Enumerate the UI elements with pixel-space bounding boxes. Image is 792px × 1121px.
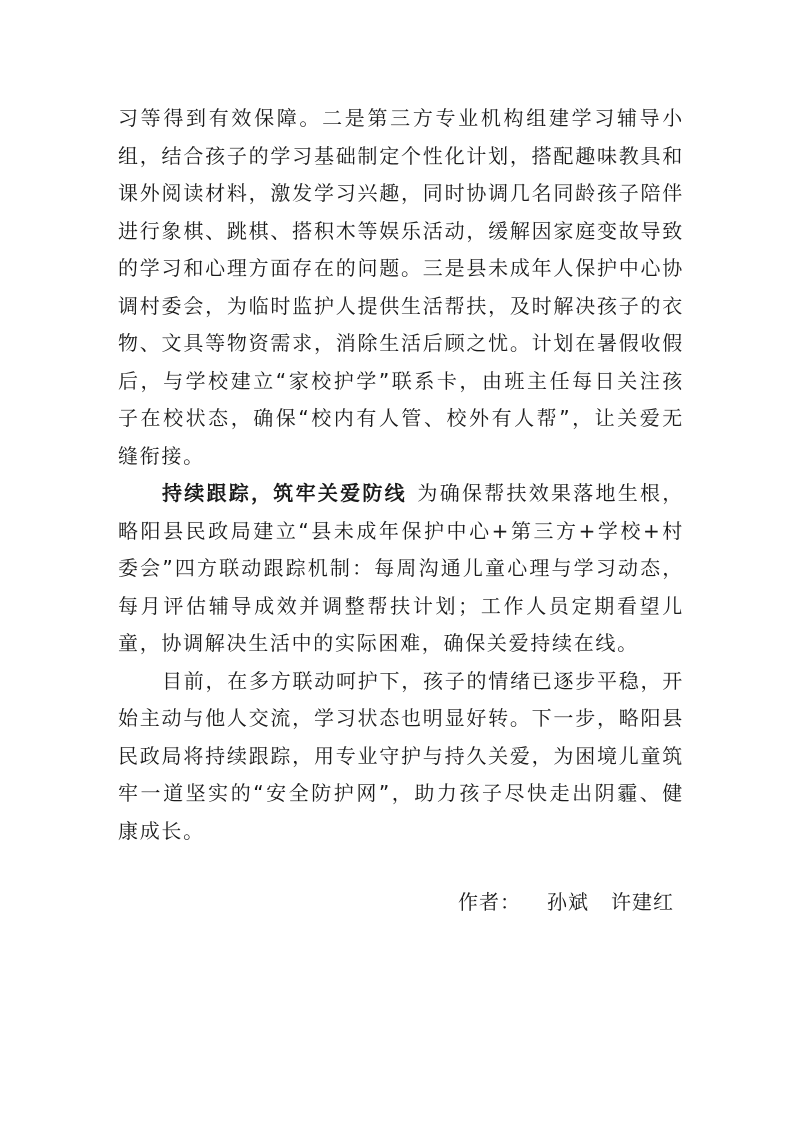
section-heading: 持续跟踪，筑牢关爱防线	[162, 481, 407, 505]
author-name-2: 许建红	[611, 890, 674, 914]
paragraph-1-text: 习等得到有效保障。二是第三方专业机构组建学习辅导小组，结合孩子的学习基础制定个性化计划，搭配趣味教具和课外阅读材料，激发学习兴趣，同时协调几名同龄孩子陪伴进行象棋、跳棋、搭积木等娱乐活动，缓解因家庭变故导致的学习和心理方面存在的问题。三是县未成年人保护中心协调村委会，为临时监护人提供生活帮扶，及时解决孩子的衣物、文具等物资需求，消除生活后顾之忧。计划在暑假收假后，与学校建立“家校护学”联系卡，由班主任每日关注孩子在校状态，确保“校内有人管、校外有人帮”，让关爱无缝衔接。	[118, 106, 684, 468]
author-line	[458, 887, 674, 917]
article-body	[118, 100, 684, 850]
paragraph-3-text: 目前，在多方联动呵护下，孩子的情绪已逐步平稳，开始主动与他人交流，学习状态也明显好转。下一步，略阳县民政局将持续跟踪，用专业守护与持久关爱，为困境儿童筑牢一道坚实的“安全防护网”，助力孩子尽快走出阴霾、健康成长。	[118, 668, 684, 843]
author-name-1: 孙斌	[547, 890, 589, 914]
paragraph-1	[118, 100, 684, 475]
author-label: 作者：	[458, 890, 521, 914]
paragraph-2	[118, 475, 684, 663]
paragraph-3	[118, 663, 684, 851]
paragraph-2-text: 为确保帮扶效果落地生根，略阳县民政局建立“县未成年保护中心+第三方+学校+村委会”四方联动跟踪机制：每周沟通儿童心理与学习动态，每月评估辅导成效并调整帮扶计划；工作人员定期看望儿童，协调解决生活中的实际困难，确保关爱持续在线。	[118, 481, 685, 655]
